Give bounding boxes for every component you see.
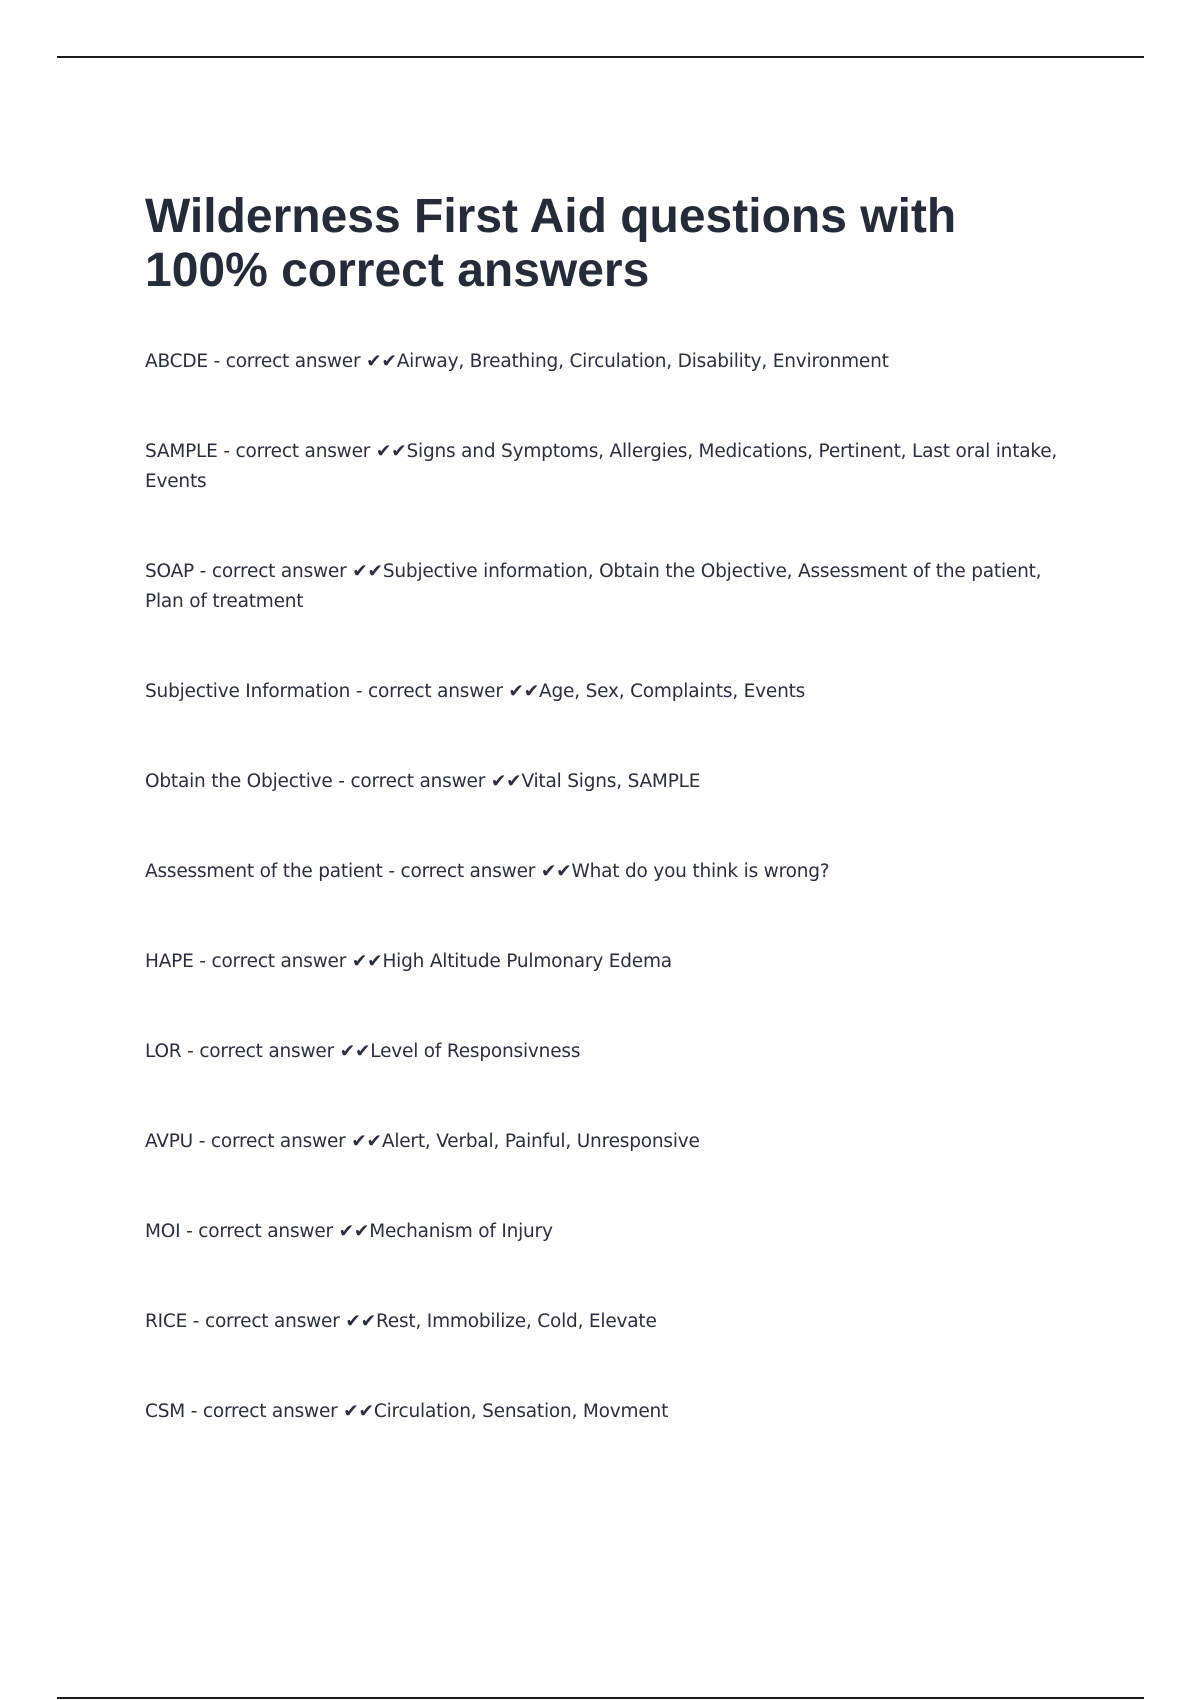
qa-item: ABCDE - correct answer ✔✔Airway, Breathing, Circulation, Disability, Environment [145, 351, 889, 372]
qa-term: ABCDE [145, 351, 208, 372]
qa-answer-prefix: correct answer [368, 681, 503, 702]
check-marks: ✔✔ [345, 1311, 376, 1332]
qa-answer-prefix: correct answer [225, 351, 361, 372]
qa-term: Assessment of the patient [145, 861, 383, 882]
qa-answer-prefix: correct answer [199, 1041, 334, 1062]
qa-term: LOR [145, 1041, 182, 1062]
qa-answer: Rest, Immobilize, Cold, Elevate [375, 1311, 657, 1332]
qa-item: LOR - correct answer ✔✔Level of Responsivness [145, 1041, 581, 1062]
qa-answer-prefix: correct answer [198, 1221, 333, 1242]
qa-item: Obtain the Objective - correct answer ✔✔Vital Signs, SAMPLE [145, 771, 701, 792]
check-marks: ✔✔ [343, 1401, 374, 1422]
check-marks: ✔✔ [338, 1221, 370, 1242]
qa-term: CSM [145, 1401, 186, 1422]
qa-item: HAPE - correct answer ✔✔High Altitude Pulmonary Edema [145, 951, 672, 972]
qa-term: MOI [145, 1221, 181, 1242]
check-marks: ✔✔ [351, 951, 383, 972]
qa-answer-prefix: correct answer [211, 951, 347, 972]
qa-answer: Airway, Breathing, Circulation, Disability, Environment [396, 351, 889, 372]
qa-term: SAMPLE [145, 441, 218, 462]
qa-item: SAMPLE - correct answer ✔✔Signs and Symptoms, Allergies, Medications, Pertinent, Last oral intake, Events [145, 441, 1058, 492]
qa-answer: Alert, Verbal, Painful, Unresponsive [381, 1131, 700, 1152]
qa-term: HAPE [145, 951, 194, 972]
qa-answer-prefix: correct answer [235, 441, 371, 462]
top-rule [57, 56, 1144, 58]
document-title: Wilderness First Aid questions with 100% correct answers [145, 190, 957, 297]
check-marks: ✔✔ [351, 1131, 382, 1152]
qa-item: Subjective Information - correct answer ✔✔Age, Sex, Complaints, Events [145, 681, 806, 702]
qa-answer-prefix: correct answer [211, 561, 347, 582]
qa-answer: Subjective information, Obtain the Objective, Assessment of the patient, Plan of treatment [145, 561, 1042, 612]
qa-answer: What do you think is wrong? [571, 861, 830, 882]
check-marks: ✔✔ [490, 771, 522, 792]
qa-term: Subjective Information [145, 681, 351, 702]
check-marks: ✔✔ [352, 561, 383, 582]
qa-item: Assessment of the patient - correct answer ✔✔What do you think is wrong? [145, 861, 830, 882]
check-marks: ✔✔ [508, 681, 540, 702]
qa-item: SOAP - correct answer ✔✔Subjective information, Obtain the Objective, Assessment of the patient, Plan of treatment [145, 561, 1042, 612]
qa-item: RICE - correct answer ✔✔Rest, Immobilize, Cold, Elevate [145, 1311, 657, 1332]
qa-answer: Circulation, Sensation, Movment [373, 1401, 669, 1422]
qa-item: AVPU - correct answer ✔✔Alert, Verbal, Painful, Unresponsive [145, 1131, 700, 1152]
qa-answer: High Altitude Pulmonary Edema [382, 951, 672, 972]
qa-answer: Level of Responsivness [370, 1041, 581, 1062]
qa-term: SOAP [145, 561, 194, 582]
qa-answer: Vital Signs, SAMPLE [521, 771, 701, 792]
qa-term: RICE [145, 1311, 188, 1332]
qa-list [145, 347, 1085, 1487]
qa-answer-prefix: correct answer [202, 1401, 338, 1422]
qa-term: AVPU [145, 1131, 194, 1152]
qa-answer-prefix: correct answer [204, 1311, 340, 1332]
check-marks: ✔✔ [339, 1041, 371, 1062]
qa-answer-prefix: correct answer [210, 1131, 346, 1152]
qa-item: CSM - correct answer ✔✔Circulation, Sensation, Movment [145, 1401, 669, 1422]
qa-answer: Signs and Symptoms, Allergies, Medications, Pertinent, Last oral intake, Events [145, 441, 1058, 492]
qa-answer: Mechanism of Injury [369, 1221, 553, 1242]
check-marks: ✔✔ [540, 861, 572, 882]
qa-item: MOI - correct answer ✔✔Mechanism of Injury [145, 1221, 553, 1242]
check-marks: ✔✔ [366, 351, 397, 372]
bottom-rule [57, 1697, 1144, 1699]
qa-term: Obtain the Objective [145, 771, 333, 792]
check-marks: ✔✔ [375, 441, 407, 462]
qa-answer: Age, Sex, Complaints, Events [539, 681, 806, 702]
qa-answer-prefix: correct answer [350, 771, 486, 792]
qa-answer-prefix: correct answer [400, 861, 536, 882]
